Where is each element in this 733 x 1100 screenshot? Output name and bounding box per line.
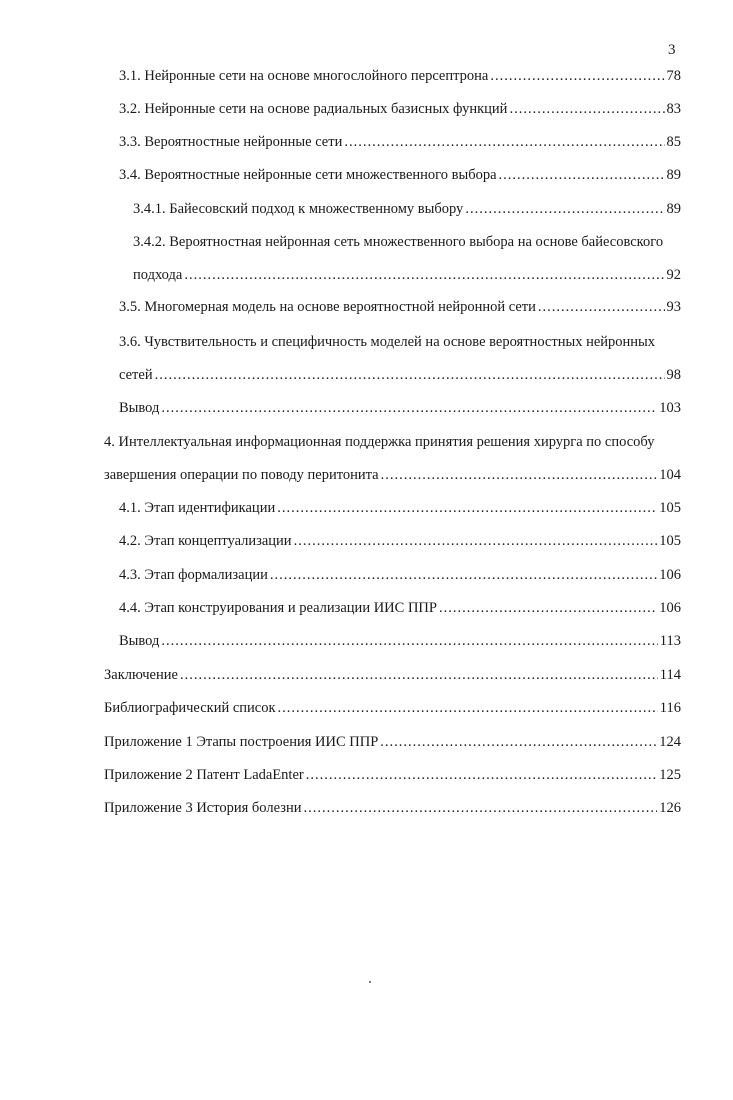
toc-entry-page: 89 xyxy=(666,201,681,217)
toc-entry-page: 98 xyxy=(666,367,681,383)
toc-entry-title: 4.1. Этап идентификации xyxy=(119,500,276,516)
toc-entry-page: 78 xyxy=(666,68,681,84)
dot-leader xyxy=(439,599,657,617)
toc-entry-3-4-2-line1[interactable]: 3.4.2. Вероятностная нейронная сеть множественного выбора на основе байесовского xyxy=(133,234,664,250)
toc-entry-title: 4.2. Этап концептуализации xyxy=(119,533,292,549)
dot-leader xyxy=(155,366,665,384)
toc-entry-3-4-2[interactable] xyxy=(133,266,681,284)
toc-entry-title: 4.4. Этап конструирования и реализации ИИС ППР xyxy=(119,600,437,616)
toc-entry-page: 103 xyxy=(659,400,681,416)
toc-entry-4-2[interactable] xyxy=(119,532,681,550)
toc-entry-chapter4-conclusion[interactable] xyxy=(119,632,681,650)
dot-leader xyxy=(294,532,658,550)
dot-leader xyxy=(380,733,657,751)
dot-leader xyxy=(180,666,658,684)
dot-leader xyxy=(278,699,658,717)
toc-entry-title: сетей xyxy=(119,367,153,383)
dot-leader xyxy=(465,200,664,218)
dot-leader xyxy=(161,632,657,650)
toc-entry-page: 105 xyxy=(659,500,681,516)
toc-entry-page: 89 xyxy=(666,167,681,183)
dot-leader xyxy=(381,466,658,484)
dot-leader xyxy=(303,799,657,817)
dot-leader xyxy=(306,766,658,784)
toc-entry-page: 124 xyxy=(659,734,681,750)
toc-entry-title: Приложение 3 История болезни xyxy=(104,800,302,816)
toc-entry-3-6-line1[interactable]: 3.6. Чувствительность и специфичность моделей на основе вероятностных нейронных xyxy=(119,334,656,350)
toc-entry-page: 113 xyxy=(659,633,681,649)
toc-entry-3-1[interactable] xyxy=(119,67,681,85)
toc-entry-page: 104 xyxy=(659,467,681,483)
scan-speck xyxy=(369,981,371,983)
toc-entry-page: 106 xyxy=(659,567,681,583)
toc-entry-title: Заключение xyxy=(104,667,178,683)
dot-leader xyxy=(490,67,664,85)
dot-leader xyxy=(344,133,664,151)
toc-entry-title: Вывод xyxy=(119,400,160,416)
dot-leader xyxy=(270,566,657,584)
toc-entry-4-1[interactable] xyxy=(119,499,681,517)
toc-entry-title: 3.3. Вероятностные нейронные сети xyxy=(119,134,343,150)
toc-entry-appendix-2[interactable] xyxy=(104,766,681,784)
toc-entry-page: 116 xyxy=(659,700,681,716)
toc-entry-page: 92 xyxy=(666,267,681,283)
toc-entry-3-4-1[interactable] xyxy=(133,200,681,218)
toc-entry-bibliography[interactable] xyxy=(104,699,681,717)
dot-leader xyxy=(509,100,664,118)
toc-entry-page: 105 xyxy=(659,533,681,549)
toc-entry-page: 85 xyxy=(666,134,681,150)
toc-entry-title: 3.2. Нейронные сети на основе радиальных базисных функций xyxy=(119,101,508,117)
toc-entry-3-6[interactable] xyxy=(119,366,681,384)
toc-entry-appendix-3[interactable] xyxy=(104,799,681,817)
toc-entry-title: Приложение 1 Этапы построения ИИС ППР xyxy=(104,734,379,750)
toc-entry-3-5[interactable] xyxy=(119,298,681,316)
toc-entry-page: 125 xyxy=(659,767,681,783)
toc-entry-3-2[interactable] xyxy=(119,100,681,118)
dot-leader xyxy=(538,298,665,316)
toc-entry-title: подхода xyxy=(133,267,183,283)
dot-leader xyxy=(184,266,664,284)
toc-entry-4-4[interactable] xyxy=(119,599,681,617)
toc-entry-title: 3.4. Вероятностные нейронные сети множественного выбора xyxy=(119,167,497,183)
toc-entry-4[interactable] xyxy=(104,466,681,484)
toc-entry-appendix-1[interactable] xyxy=(104,733,681,751)
toc-entry-conclusion[interactable] xyxy=(104,666,681,684)
toc-entry-page: 114 xyxy=(659,667,681,683)
dot-leader xyxy=(161,399,657,417)
toc-entry-4-3[interactable] xyxy=(119,566,681,584)
toc-entry-title: Библиографический список xyxy=(104,700,276,716)
toc-entry-page: 93 xyxy=(666,299,681,315)
toc-entry-title: 3.1. Нейронные сети на основе многослойного персептрона xyxy=(119,68,489,84)
toc-entry-page: 126 xyxy=(659,800,681,816)
dot-leader xyxy=(277,499,657,517)
toc-entry-title: Вывод xyxy=(119,633,160,649)
toc-entry-chapter3-conclusion[interactable] xyxy=(119,399,681,417)
toc-entry-title: завершения операции по поводу перитонита xyxy=(104,467,379,483)
toc-entry-title: Приложение 2 Патент LadaEnter xyxy=(104,767,304,783)
toc-entry-3-3[interactable] xyxy=(119,133,681,151)
page-number: 3 xyxy=(668,42,676,58)
toc-entry-title: 4.3. Этап формализации xyxy=(119,567,268,583)
toc-entry-page: 106 xyxy=(659,600,681,616)
toc-entry-title: 3.4.1. Байесовский подход к множественному выбору xyxy=(133,201,464,217)
toc-entry-page: 83 xyxy=(666,101,681,117)
dot-leader xyxy=(499,166,665,184)
toc-entry-title: 3.5. Многомерная модель на основе вероятностной нейронной сети xyxy=(119,299,536,315)
toc-entry-4-line1[interactable]: 4. Интеллектуальная информационная поддержка принятия решения хирурга по способу xyxy=(104,434,655,450)
toc-entry-3-4[interactable] xyxy=(119,166,681,184)
